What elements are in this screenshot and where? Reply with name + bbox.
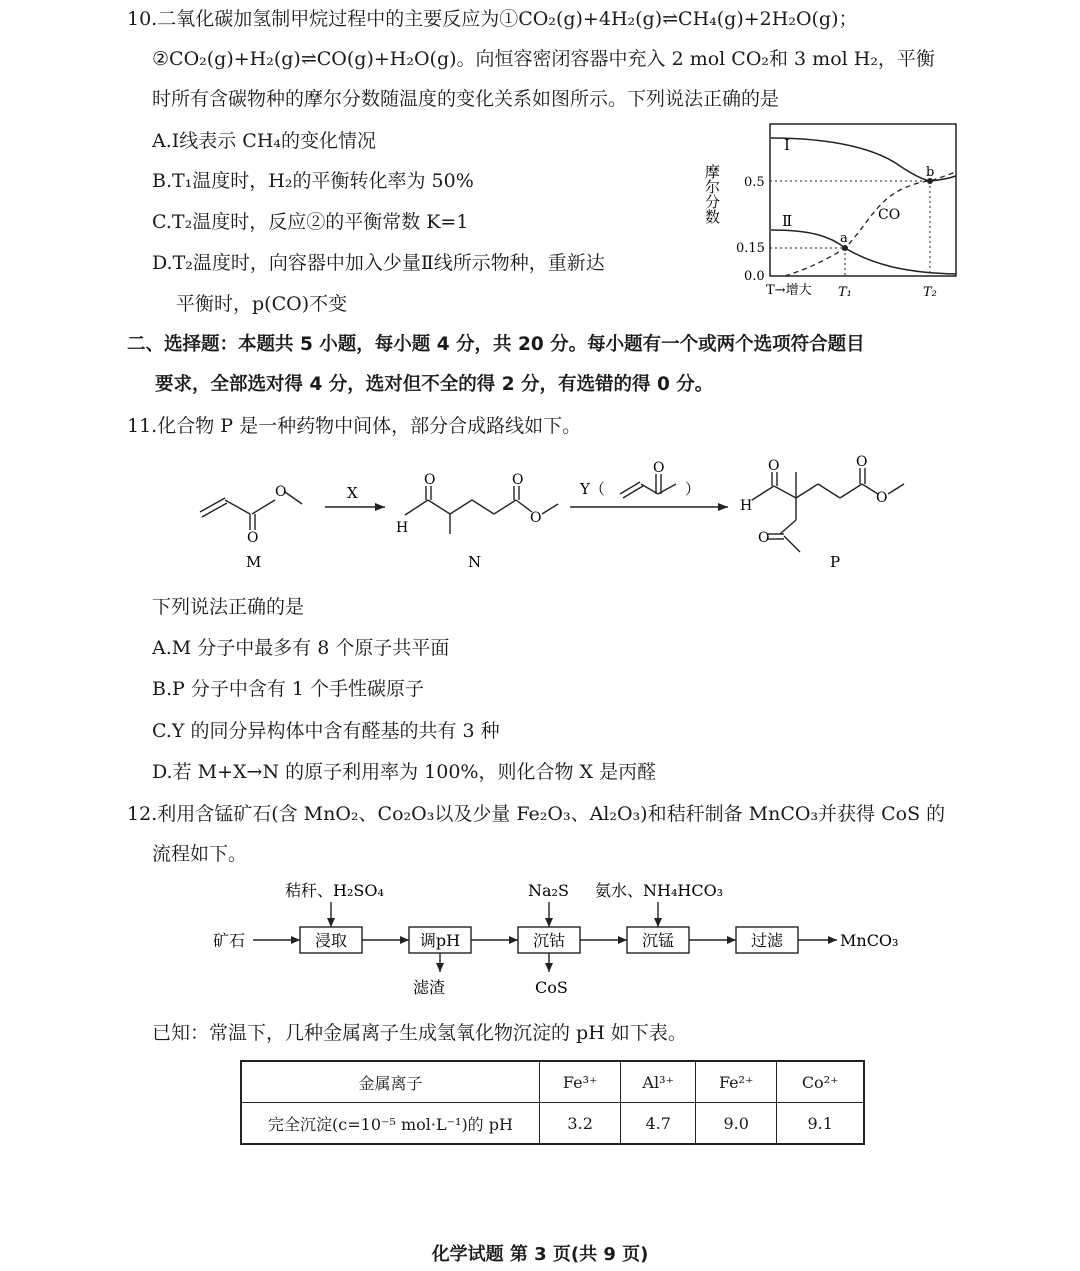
ytick-015: 0.15 <box>736 241 765 256</box>
table-cell: 9.1 <box>777 1103 864 1145</box>
point-a-label: a <box>840 231 848 246</box>
mole-fraction-graph <box>700 118 970 308</box>
section2-line1: 二、选择题：本题共 5 小题，每小题 4 分，共 20 分。每小题有一个或两个选项符合题目 <box>127 334 865 355</box>
q10-line1: 10.二氧化碳加氢制甲烷过程中的主要反应为①CO₂(g)+4H₂(g)⇌CH₄(g)+2H₂O(g)； <box>127 8 858 30</box>
svg-text:O: O <box>424 472 436 488</box>
q10-option-c: C.T₂温度时，反应②的平衡常数 K=1 <box>152 211 469 233</box>
molecule-y <box>620 474 676 498</box>
q10-option-d: D.T₂温度时，向容器中加入少量Ⅱ线所示物种，重新达 <box>152 252 605 274</box>
table-header-row <box>241 1061 864 1103</box>
svg-text:O: O <box>768 458 780 474</box>
table-cell: 3.2 <box>540 1103 621 1145</box>
reagent-x: X <box>347 484 358 502</box>
reagent-y: Y（ <box>580 480 605 498</box>
table-cell: 9.0 <box>696 1103 777 1145</box>
svg-text:O: O <box>530 510 542 526</box>
q11-option-a: A.M 分子中最多有 8 个原子共平面 <box>152 637 450 659</box>
svg-text:调pH: 调pH <box>419 931 461 950</box>
svg-text:过滤: 过滤 <box>750 931 784 950</box>
graph-ylabel: 摩尔分数 <box>703 164 721 224</box>
q10-line2: ②CO₂(g)+H₂(g)⇌CO(g)+H₂O(g)。向恒容密闭容器中充入 2 mol CO₂和 3 mol H₂，平衡 <box>152 48 935 70</box>
q12-line1: 12.利用含锰矿石(含 MnO₂、Co₂O₃以及少量 Fe₂O₃、Al₂O₃)和秸秆制备 MnCO₃并获得 CoS 的 <box>127 803 946 825</box>
table-header: Fe²⁺ <box>696 1061 777 1103</box>
label-n: N <box>468 553 482 571</box>
svg-text:H: H <box>396 520 409 536</box>
table-header: Co²⁺ <box>777 1061 864 1103</box>
q10-option-a: A.Ⅰ线表示 CH₄的变化情况 <box>152 130 377 152</box>
ytick-05: 0.5 <box>744 175 765 190</box>
curve-II-label: Ⅱ <box>782 212 793 230</box>
table-header: 金属离子 <box>241 1061 540 1103</box>
table-cell: 4.7 <box>621 1103 696 1145</box>
curve-I-label: Ⅰ <box>784 136 790 154</box>
point-b-label: b <box>926 165 935 180</box>
svg-text:氨水、NH₄HCO₃: 氨水、NH₄HCO₃ <box>595 881 724 900</box>
table-header: Fe³⁺ <box>540 1061 621 1103</box>
q11-option-b: B.P 分子中含有 1 个手性碳原子 <box>152 678 424 700</box>
curve-II <box>771 230 956 274</box>
svg-text:O: O <box>653 460 665 476</box>
svg-text:O: O <box>856 454 868 470</box>
q11-stem: 11.化合物 P 是一种药物中间体，部分合成路线如下。 <box>127 415 582 437</box>
svg-text:H: H <box>740 498 753 514</box>
ytick-00: 0.0 <box>744 269 765 284</box>
molecule-m <box>200 492 302 530</box>
svg-text:O: O <box>512 472 524 488</box>
q11-option-c: C.Y 的同分异构体中含有醛基的共有 3 种 <box>152 720 500 742</box>
svg-text:矿石: 矿石 <box>213 931 246 950</box>
label-p: P <box>830 553 841 571</box>
svg-text:O: O <box>876 490 888 506</box>
label-m: M <box>246 553 262 571</box>
molecule-p <box>752 468 904 552</box>
q10-line3: 时所有含碳物种的摩尔分数随温度的变化关系如图所示。下列说法正确的是 <box>152 88 780 110</box>
table-row-label: 完全沉淀(c=10⁻⁵ mol·L⁻¹)的 pH <box>241 1103 540 1145</box>
svg-text:O: O <box>758 530 770 546</box>
svg-text:滤渣: 滤渣 <box>413 978 446 997</box>
section2-line2: 要求，全部选对得 4 分，选对但不全的得 2 分，有选错的得 0 分。 <box>155 374 714 395</box>
q10-option-d-cont: 平衡时，p(CO)不变 <box>176 293 348 315</box>
svg-text:CoS: CoS <box>535 978 568 997</box>
svg-text:沉锰: 沉锰 <box>641 931 675 950</box>
q12-known: 已知：常温下，几种金属离子生成氢氧化物沉淀的 pH 如下表。 <box>152 1022 687 1044</box>
process-flow <box>205 876 925 1006</box>
graph-xlabel: T→增大 <box>766 283 812 298</box>
xtick-t2: T₂ <box>923 285 937 300</box>
svg-text:Na₂S: Na₂S <box>528 881 569 900</box>
svg-text:沉钴: 沉钴 <box>532 931 566 950</box>
svg-text:秸秆、H₂SO₄: 秸秆、H₂SO₄ <box>285 881 384 900</box>
xtick-t1: T₁ <box>838 285 852 300</box>
svg-text:O: O <box>275 484 287 500</box>
svg-text:MnCO₃: MnCO₃ <box>840 931 899 950</box>
table-row <box>241 1103 864 1145</box>
synthesis-scheme <box>180 450 940 580</box>
ph-table <box>240 1060 865 1145</box>
svg-text:浸取: 浸取 <box>314 931 348 950</box>
table-header: Al³⁺ <box>621 1061 696 1103</box>
q11-option-d: D.若 M+X→N 的原子利用率为 100%，则化合物 X 是丙醛 <box>152 761 657 783</box>
q12-line2: 流程如下。 <box>152 843 248 865</box>
curve-co-label: CO <box>878 207 901 223</box>
svg-text:O: O <box>247 530 259 546</box>
q10-option-b: B.T₁温度时，H₂的平衡转化率为 50% <box>152 170 474 192</box>
page-footer: 化学试题 第 3 页(共 9 页) <box>431 1244 649 1265</box>
graph-frame <box>770 124 956 276</box>
svg-text:）: ） <box>685 480 701 498</box>
q11-prompt: 下列说法正确的是 <box>152 596 305 618</box>
